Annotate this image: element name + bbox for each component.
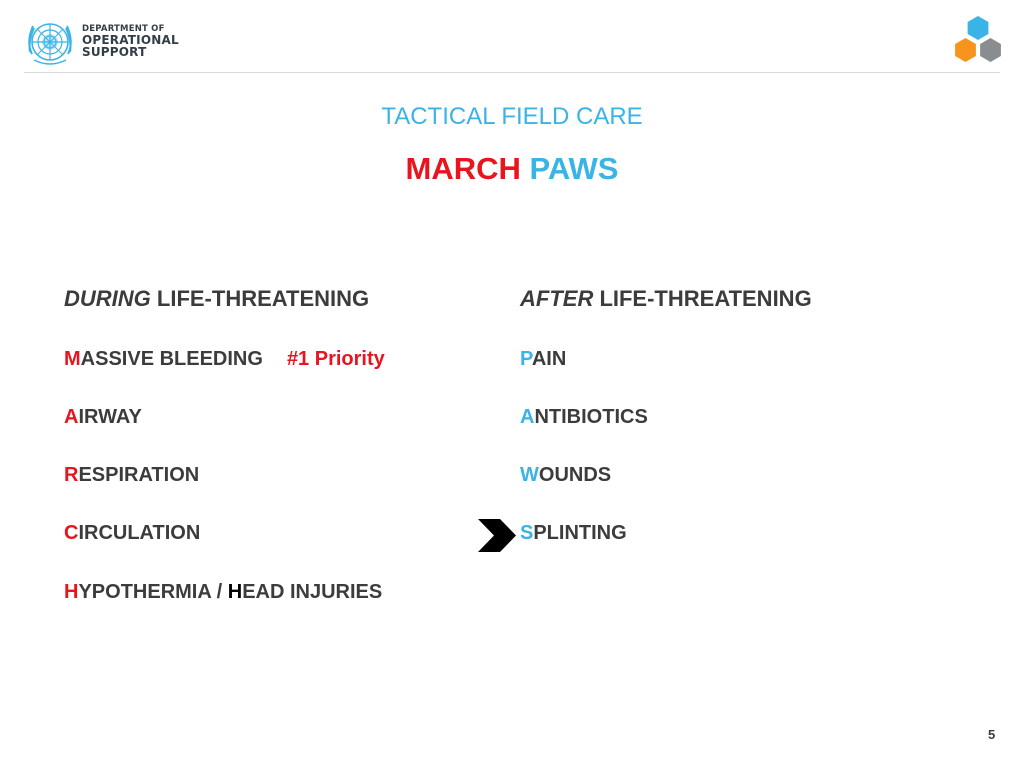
list-item-pain [520, 348, 566, 371]
item-text: PLINTING [533, 522, 627, 544]
item-text: AIN [531, 348, 567, 370]
acronym-letter-secondary: H [227, 581, 243, 603]
acronym-letter: C [64, 522, 79, 544]
list-item-hypothermia [64, 581, 382, 604]
dept-line-1: DEPARTMENT OF [82, 23, 165, 34]
page-number: 5 [988, 727, 996, 742]
item-text: NTIBIOTICS [534, 406, 648, 428]
heading-rest: LIFE-THREATENING [150, 286, 370, 311]
acronym-letter: R [64, 464, 79, 486]
list-item-wounds [520, 464, 611, 487]
title-paws: PAWS [529, 151, 619, 186]
list-item-circulation [64, 522, 200, 545]
heading-emphasis: AFTER [520, 286, 594, 311]
slide-subtitle: TACTICAL FIELD CARE [381, 103, 643, 130]
acronym-letter: S [520, 522, 534, 544]
acronym-letter: H [64, 581, 79, 603]
item-text: IRCULATION [78, 522, 201, 544]
item-text: OUNDS [538, 464, 612, 486]
un-emblem-icon [24, 16, 76, 68]
list-item-respiration [64, 464, 199, 487]
list-item-airway [64, 406, 142, 429]
left-column-heading [64, 286, 369, 312]
acronym-letter: W [520, 464, 539, 486]
header-divider [24, 72, 1000, 73]
acronym-letter: M [64, 348, 81, 370]
slide-title [0, 151, 1024, 187]
acronym-letter: P [520, 348, 532, 370]
list-item-antibiotics [520, 406, 648, 429]
item-text: IRWAY [78, 406, 142, 428]
list-item-splinting [520, 522, 627, 545]
priority-label: #1 Priority [286, 348, 385, 370]
right-column-heading [520, 286, 812, 312]
item-text: ESPIRATION [78, 464, 200, 486]
hexagon-cluster-icon [950, 14, 1004, 68]
dept-line-2: OPERATIONAL [82, 32, 179, 47]
item-text: YPOTHERMIA / [78, 581, 228, 603]
list-item-massive-bleeding [64, 348, 385, 371]
acronym-letter: A [520, 406, 535, 428]
title-march: MARCH [405, 151, 521, 186]
department-name [82, 25, 179, 59]
item-text-secondary: EAD INJURIES [242, 581, 383, 603]
department-logo [24, 16, 179, 68]
acronym-letter: A [64, 406, 79, 428]
heading-rest: LIFE-THREATENING [593, 286, 812, 311]
dept-line-3: SUPPORT [82, 45, 147, 60]
chevron-right-icon [478, 519, 516, 552]
heading-emphasis: DURING [64, 286, 151, 311]
item-text: ASSIVE BLEEDING [80, 348, 263, 370]
